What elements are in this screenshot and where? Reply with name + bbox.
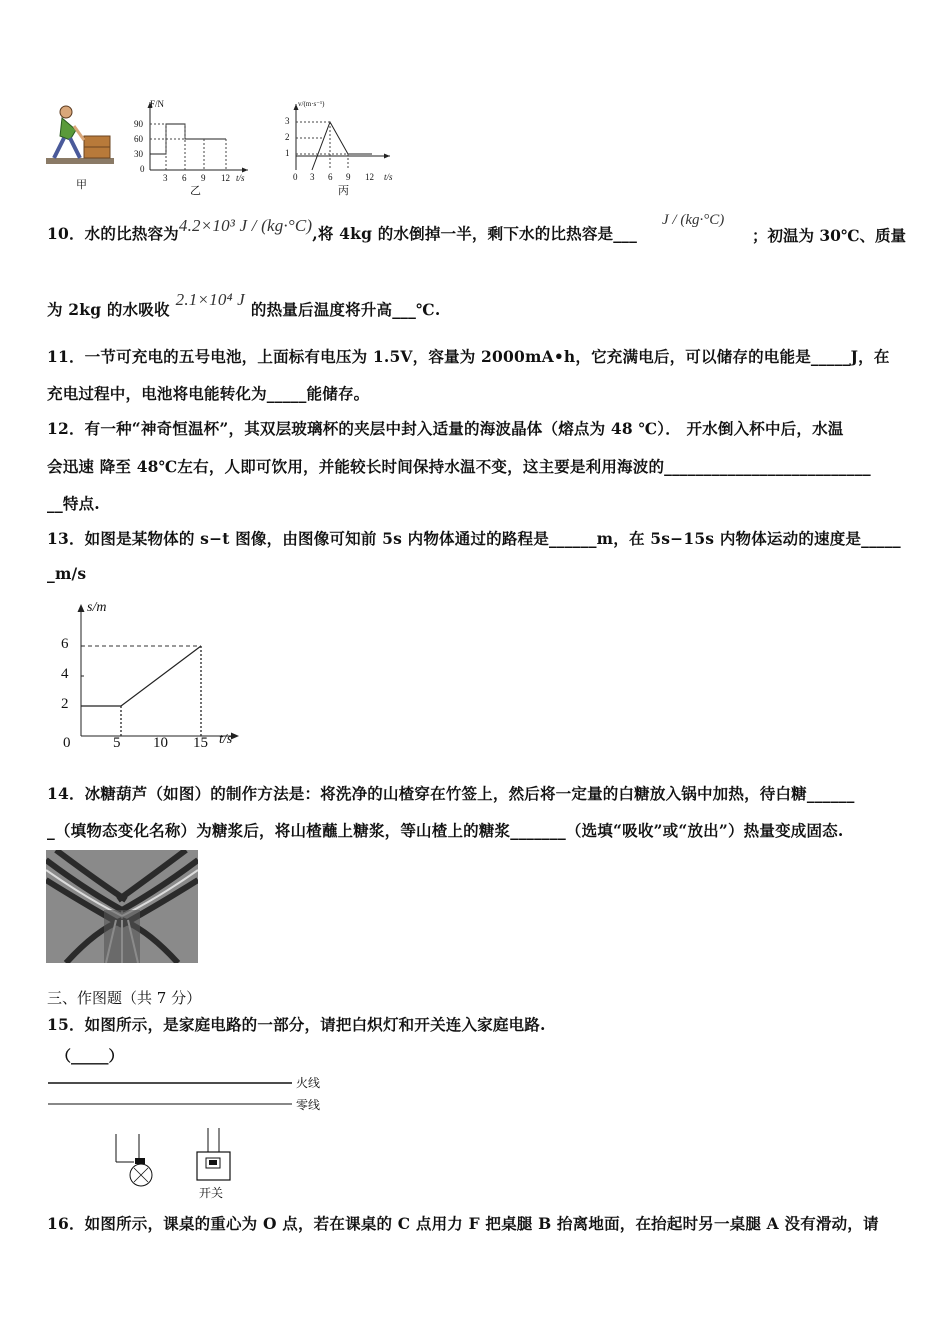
bing-xtick-3: 3 [310,172,315,182]
switch-label: 开关 [199,1186,224,1200]
yi-xlabel: t/s [236,173,245,183]
figure-force-time-graph [128,98,258,196]
question-13-line-1: 13．如图是某物体的 s−t 图像，由图像可知前 5s 内物体通过的路程是______m，在 5s−15s 内物体运动的速度是_____ [47,529,901,548]
st-chart-ytick-2: 2 [61,696,69,712]
st-chart-ytick-4: 4 [61,666,69,682]
yi-xtick-9: 9 [201,173,206,183]
q10-formula-heat-capacity: 4.2×10³ J / (kg·°C) [178,216,313,235]
yi-xtick-12: 12 [221,173,230,183]
question-14-line-1: 14．冰糖葫芦（如图）的制作方法是：将洗净的山楂穿在竹签上，然后将一定量的白糖放入锅中加热，待白糖______ [47,784,855,803]
bing-xlabel: t/s [384,172,393,182]
question-16-line-1: 16．如图所示，课桌的重心为 O 点，若在课桌的 C 点用力 F 把桌腿 B 抬离地面，在抬起时另一桌腿 A 没有滑动，请 [47,1214,879,1233]
question-14-line-2: _（填物态变化名称）为糖浆后，将山楂蘸上糖浆，等山楂上的糖浆_______（选填“吸收”或“放出”）热量变成固态. [47,821,844,840]
section-3-heading: 三、作图题（共 7 分） [47,989,202,1007]
question-15-line-1: 15．如图所示，是家庭电路的一部分，请把白炽灯和开关连入家庭电路. [47,1015,546,1034]
q10-text-a: 10．水的比热容为 [47,224,179,243]
label-yi: 乙 [190,184,201,197]
yi-ytick-90: 90 [134,119,143,129]
bing-xtick-12: 12 [365,172,374,182]
st-chart-xtick-15: 15 [193,735,208,751]
question-10-line-1 [47,216,638,244]
yi-xtick-3: 3 [163,173,168,183]
circuit-diagram [46,1072,346,1202]
question-12-line-1: 12．有一种“神奇恒温杯”，其双层玻璃杯的夹层中封入适量的海波晶体（熔点为 48 ℃）． 开水倒入杯中后，水温 [47,419,844,438]
st-chart-ylabel: s/m [87,600,107,615]
yi-ytick-30: 30 [134,149,143,159]
st-chart-xtick-0: 0 [63,735,71,751]
yi-ytick-0: 0 [140,164,145,174]
st-chart-xtick-10: 10 [153,735,168,751]
question-12-line-2: 会迅速 降至 48℃左右，人即可饮用，并能较长时间保持水温不变，这主要是利用海波的__________________________ [47,457,871,476]
question-10-line-2 [47,290,441,320]
question-15-answer-blank: （_____） [56,1047,124,1065]
q10-text-e: 的热量后温度将升高___℃. [250,300,441,319]
yi-ytick-60: 60 [134,134,143,144]
bing-ytick-2: 2 [285,132,290,142]
candied-haws-photo [46,850,198,963]
q10-text-b: ,将 4kg 的水倒掉一半，剩下水的比热容是___ [312,224,638,243]
st-y-arrow [78,604,85,612]
bing-ylabel: v/(m·s⁻¹) [298,100,325,108]
q10-text-c: ；初温为 30℃、质量 [752,226,907,245]
st-chart-xlabel: t/s [219,732,233,747]
neutral-wire-label: 零线 [296,1098,321,1112]
question-11-line-1: 11．一节可充电的五号电池，上面标有电压为 1.5V，容量为 2000mA•h，它充满电后，可以储存的电能是_____J，在 [47,347,890,366]
bing-ytick-3: 3 [285,116,290,126]
st-data-line [81,646,201,706]
bing-ytick-1: 1 [285,148,290,158]
label-bing: 丙 [338,184,349,197]
yi-ylabel: F/N [150,99,165,109]
label-jia: 甲 [76,178,87,191]
q10-formula-unit: J / (kg·°C) [662,212,725,228]
question-12-line-3: __特点. [47,494,100,513]
q10-text-d: 为 2kg 的水吸收 [47,300,170,319]
figure-velocity-time-graph [282,98,402,196]
st-chart-xtick-5: 5 [113,735,121,751]
st-chart [55,598,255,758]
st-chart-ytick-6: 6 [61,636,69,652]
figure-person-pushing-box [46,100,116,190]
question-11-line-2: 充电过程中，电池将电能转化为_____能储存。 [47,384,370,403]
live-wire-label: 火线 [296,1076,321,1090]
bing-xtick-9: 9 [346,172,351,182]
bing-xtick-6: 6 [328,172,333,182]
bing-xtick-0: 0 [293,172,298,182]
yi-xtick-6: 6 [182,173,187,183]
question-13-line-2: _m/s [47,564,87,583]
q10-formula-heat: 2.1×10⁴ J [175,290,245,309]
